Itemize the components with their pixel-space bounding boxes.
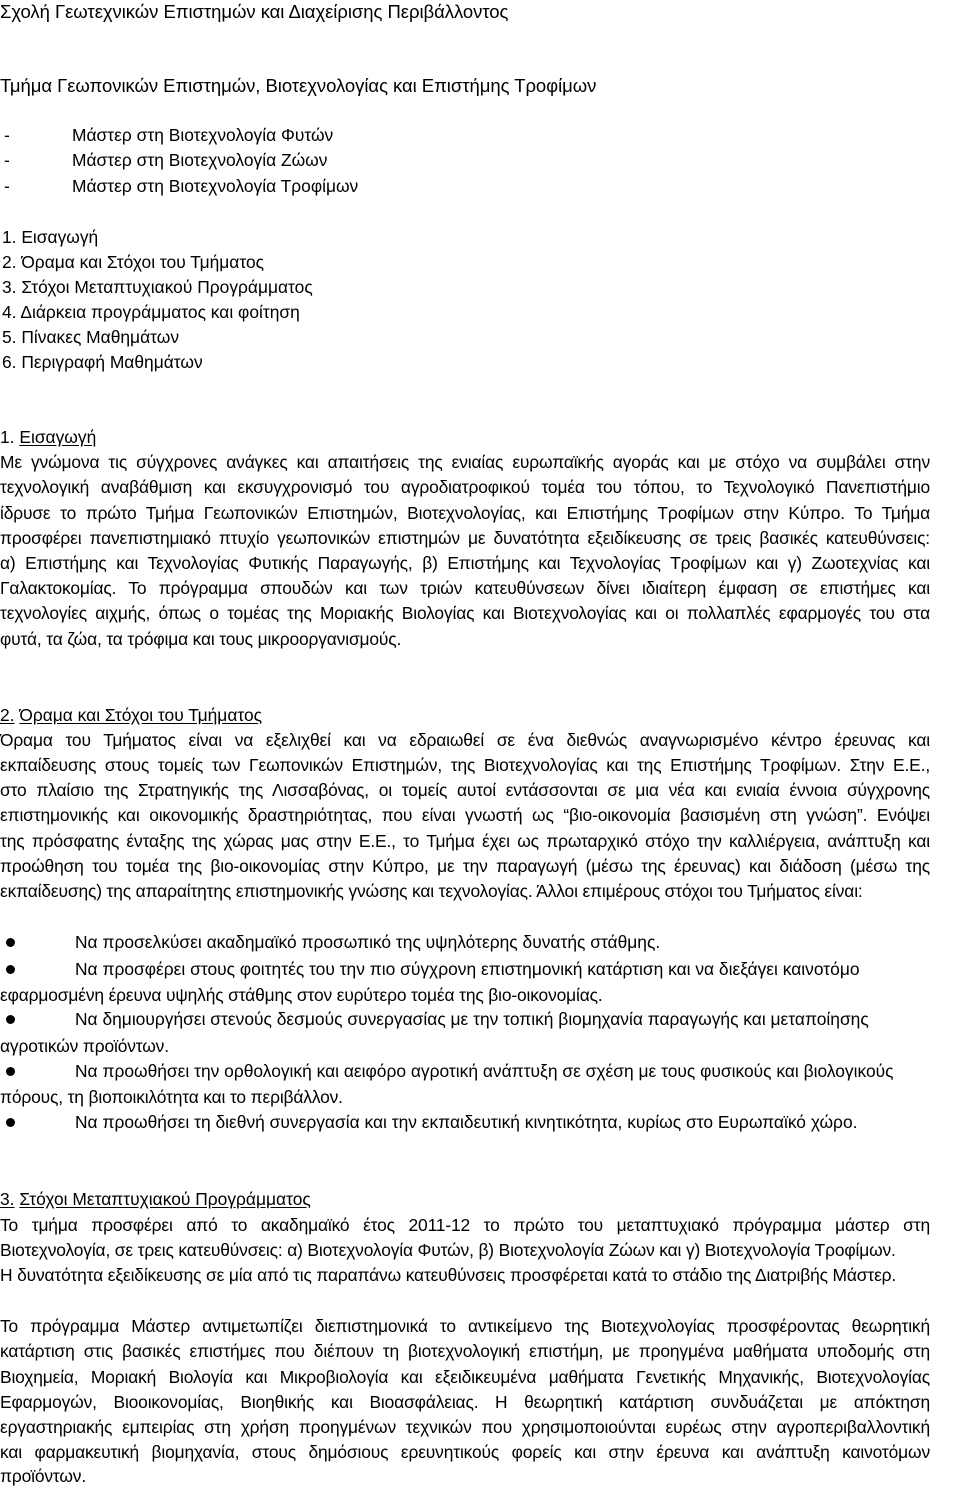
paragraph-line: Με γνώμονα τις σύγχρονες ανάγκες και απαιτήσεις της ενιαίας ευρωπαϊκής αγοράς και με στόχο να συμβάλει στην — [0, 452, 930, 472]
paragraph-line: εργαστηριακής εμπειρίας στη χρήση προηγμένων τεχνικών που χρησιμοποιούνται ευρέως στην αγροπεριβαλλοντική — [0, 1417, 930, 1437]
paragraph-line: Βιοτεχνολογία, σε τρεις κατευθύνσεις: α) Βιοτεχνολογία Φυτών, β) Βιοτεχνολογία Ζώων και γ) Βιοτεχνολογία Τροφίμων. — [0, 1240, 896, 1260]
paragraph-line: και φαρμακευτική βιομηχανία, στους δημόσιους ερευνητικούς φορείς και στην έρευνα και ανάπτυξη καινοτόμων — [0, 1442, 930, 1462]
department-title: Τμήμα Γεωπονικών Επιστημών, Βιοτεχνολογίας και Επιστήμης Τροφίμων — [0, 75, 597, 96]
paragraph-line: τεχνολογική αναβάθμιση και εκσυγχρονισμό του αγροδιατροφικού τομέα του τόπου, το Τεχνολογικό Πανεπιστήμιο — [0, 477, 930, 497]
paragraph-line: Γαλακτοκομίας. Το πρόγραμμα σπουδών και των τριών κατευθύνσεων δίνει ιδιαίτερη έμφαση σε επιστήμες και — [0, 578, 930, 598]
bullet-icon — [6, 1015, 15, 1024]
paragraph-line: Όραμα του Τμήματος είναι να εξελιχθεί και να εδραιωθεί σε ένα διεθνώς αναγνωρισμένο κέντρο έρευνας και — [0, 730, 930, 750]
toc-item: 6. Περιγραφή Μαθημάτων — [2, 352, 203, 372]
paragraph-line: Το τμήμα προσφέρει από το ακαδημαϊκό έτος 2011-12 το πρώτο του μεταπτυχιακό πρόγραμμα μάστερ στη — [0, 1215, 930, 1235]
program-marker: - — [4, 176, 10, 196]
paragraph-line: προσφέρει πανεπιστημιακό πτυχίο γεωπονικών επιστημών με δυνατότητα εξειδίκευσης σε τρεις βασικές κατευθύνσεις: — [0, 528, 930, 548]
paragraph-line: προϊόντων. — [0, 1466, 87, 1486]
program-item: Μάστερ στη Βιοτεχνολογία Τροφίμων — [72, 176, 359, 196]
bullet-icon — [6, 938, 15, 947]
section-heading — [0, 1187, 311, 1211]
paragraph-line: τεχνολογίες αιχμής, όπως ο τομέας της Μοριακής Βιολογίας και Βιοτεχνολογίας και οι πολλαπλές εφαρμογές του στα — [0, 603, 930, 623]
paragraph-line: ίδρυσε το πρώτο Τμήμα Γεωπονικών Επιστημών, Βιοτεχνολογίας, και Επιστήμης Τροφίμων στην Κύπρο. Το Τμήμα — [0, 503, 930, 523]
paragraph-line: Εφαρμογών, Βιοοικονομίας, Βιοηθικής και Βιοασφάλειας. Η θεωρητική κατάρτιση συνδυάζεται με απόκτηση — [0, 1392, 930, 1412]
toc-item: 1. Εισαγωγή — [2, 227, 99, 247]
list-item: Να προσελκύσει ακαδημαϊκό προσωπικό της υψηλότερης δυνατής στάθμης. — [75, 932, 661, 952]
toc-item: 5. Πίνακες Μαθημάτων — [2, 327, 180, 347]
section-number: 1. — [0, 427, 15, 447]
paragraph-line: στο πλαίσιο της Στρατηγικής της Λισσαβόνας, οι τομείς αυτοί εντάσσονται σε μια νέα και ενιαία έννοια σύγχρονης — [0, 780, 930, 800]
section-heading — [0, 425, 96, 449]
list-item-continuation: αγροτικών προϊόντων. — [0, 1036, 169, 1056]
list-item-continuation: εφαρμοσμένη έρευνα υψηλής στάθμης στον ευρύτερο τομέα της βιο-οικονομίας. — [0, 985, 603, 1005]
section-title: Εισαγωγή — [19, 427, 97, 447]
section-number: 2. — [0, 705, 15, 725]
list-item-continuation: πόρους, τη βιοποικιλότητα και το περιβάλλον. — [0, 1087, 343, 1107]
paragraph-line: Βιοχημεία, Μοριακή Βιολογία και Μικροβιολογία και εξειδικευμένα μαθήματα Γενετικής Μηχανικής, Βιοτεχνολογίας — [0, 1367, 930, 1387]
paragraph-line: Το πρόγραμμα Μάστερ αντιμετωπίζει διεπιστημονικά το αντικείμενο της Βιοτεχνολογίας προσφέροντας θεωρητική — [0, 1316, 930, 1336]
section-title: Στόχοι Μεταπτυχιακού Προγράμματος — [19, 1189, 311, 1209]
list-item: Να προσφέρει στους φοιτητές του την πιο σύγχρονη επιστημονική κατάρτιση και να διεξάγει καινοτόμο — [75, 959, 860, 979]
list-item: Να προωθήσει τη διεθνή συνεργασία και την εκπαιδευτική κινητικότητα, κυρίως στο Ευρωπαϊκό χώρο. — [75, 1112, 858, 1132]
paragraph-line: φυτά, τα ζώα, τα τρόφιμα και τους μικροοργανισμούς. — [0, 629, 402, 649]
paragraph-line: της πρόσφατης ένταξης της χώρας μας στην Ε.Ε., το Τμήμα έχει ως πρωταρχικό στόχο την καλλιέργεια, ανάπτυξη και — [0, 831, 930, 851]
paragraph-line: α) Επιστήμης και Τεχνολογίας Φυτικής Παραγωγής, β) Επιστήμης και Τεχνολογίας Τροφίμων και γ) Ζωοτεχνίας και — [0, 553, 930, 573]
paragraph-line: προώθηση του τομέα της βιο-οικονομίας στην Κύπρο, με την παραγωγή (μέσω της έρευνας) και διάδοση (μέσω της — [0, 856, 930, 876]
paragraph-line: επιστημονικής και οικονομικής δραστηριότητας, που είναι γνωστή ως “βιο-οικονομία βασισμένη στη γνώση”. Ενόψει — [0, 805, 930, 825]
list-item: Να προωθήσει την ορθολογική και αειφόρο αγροτική ανάπτυξη σε σχέση με τους φυσικούς και βιολογικούς — [75, 1061, 894, 1081]
toc-item: 4. Διάρκεια προγράμματος και φοίτηση — [2, 302, 300, 322]
bullet-icon — [6, 965, 15, 974]
bullet-icon — [6, 1067, 15, 1076]
paragraph-line: κατάρτιση στις βασικές επιστήμες που διέπουν τη βιοτεχνολογική επιστήμη, με προηγμένα μαθήματα υποδομής στη — [0, 1341, 930, 1361]
school-title: Σχολή Γεωτεχνικών Επιστημών και Διαχείρισης Περιβάλλοντος — [0, 1, 509, 22]
toc-item: 3. Στόχοι Μεταπτυχιακού Προγράμματος — [2, 277, 313, 297]
program-marker: - — [4, 125, 10, 145]
section-title: Όραμα και Στόχοι του Τμήματος — [19, 705, 263, 725]
toc-item: 2. Όραμα και Στόχοι του Τμήματος — [2, 252, 265, 272]
list-item: Να δημιουργήσει στενούς δεσμούς συνεργασίας με την τοπική βιομηχανία παραγωγής και μεταποίησης — [75, 1009, 869, 1029]
section-number: 3. — [0, 1189, 15, 1209]
paragraph-line: Η δυνατότητα εξειδίκευσης σε μία από τις παραπάνω κατευθύνσεις προσφέρεται κατά το στάδιο της Διατριβής Μάστερ. — [0, 1265, 897, 1285]
bullet-icon — [6, 1118, 15, 1127]
section-heading — [0, 703, 262, 727]
program-item: Μάστερ στη Βιοτεχνολογία Φυτών — [72, 125, 334, 145]
paragraph-line: εκπαίδευσης) της απαραίτητης επιστημονικής γνώσης και τεχνολογίας. Άλλοι επιμέρους στόχοι του Τμήματος είναι: — [0, 881, 863, 901]
program-marker: - — [4, 150, 10, 170]
paragraph-line: εκπαίδευσης στους τομείς των Γεωπονικών Επιστημών, της Βιοτεχνολογίας και της Επιστήμης Τροφίμων. Στην Ε.Ε., — [0, 755, 930, 775]
program-item: Μάστερ στη Βιοτεχνολογία Ζώων — [72, 150, 328, 170]
